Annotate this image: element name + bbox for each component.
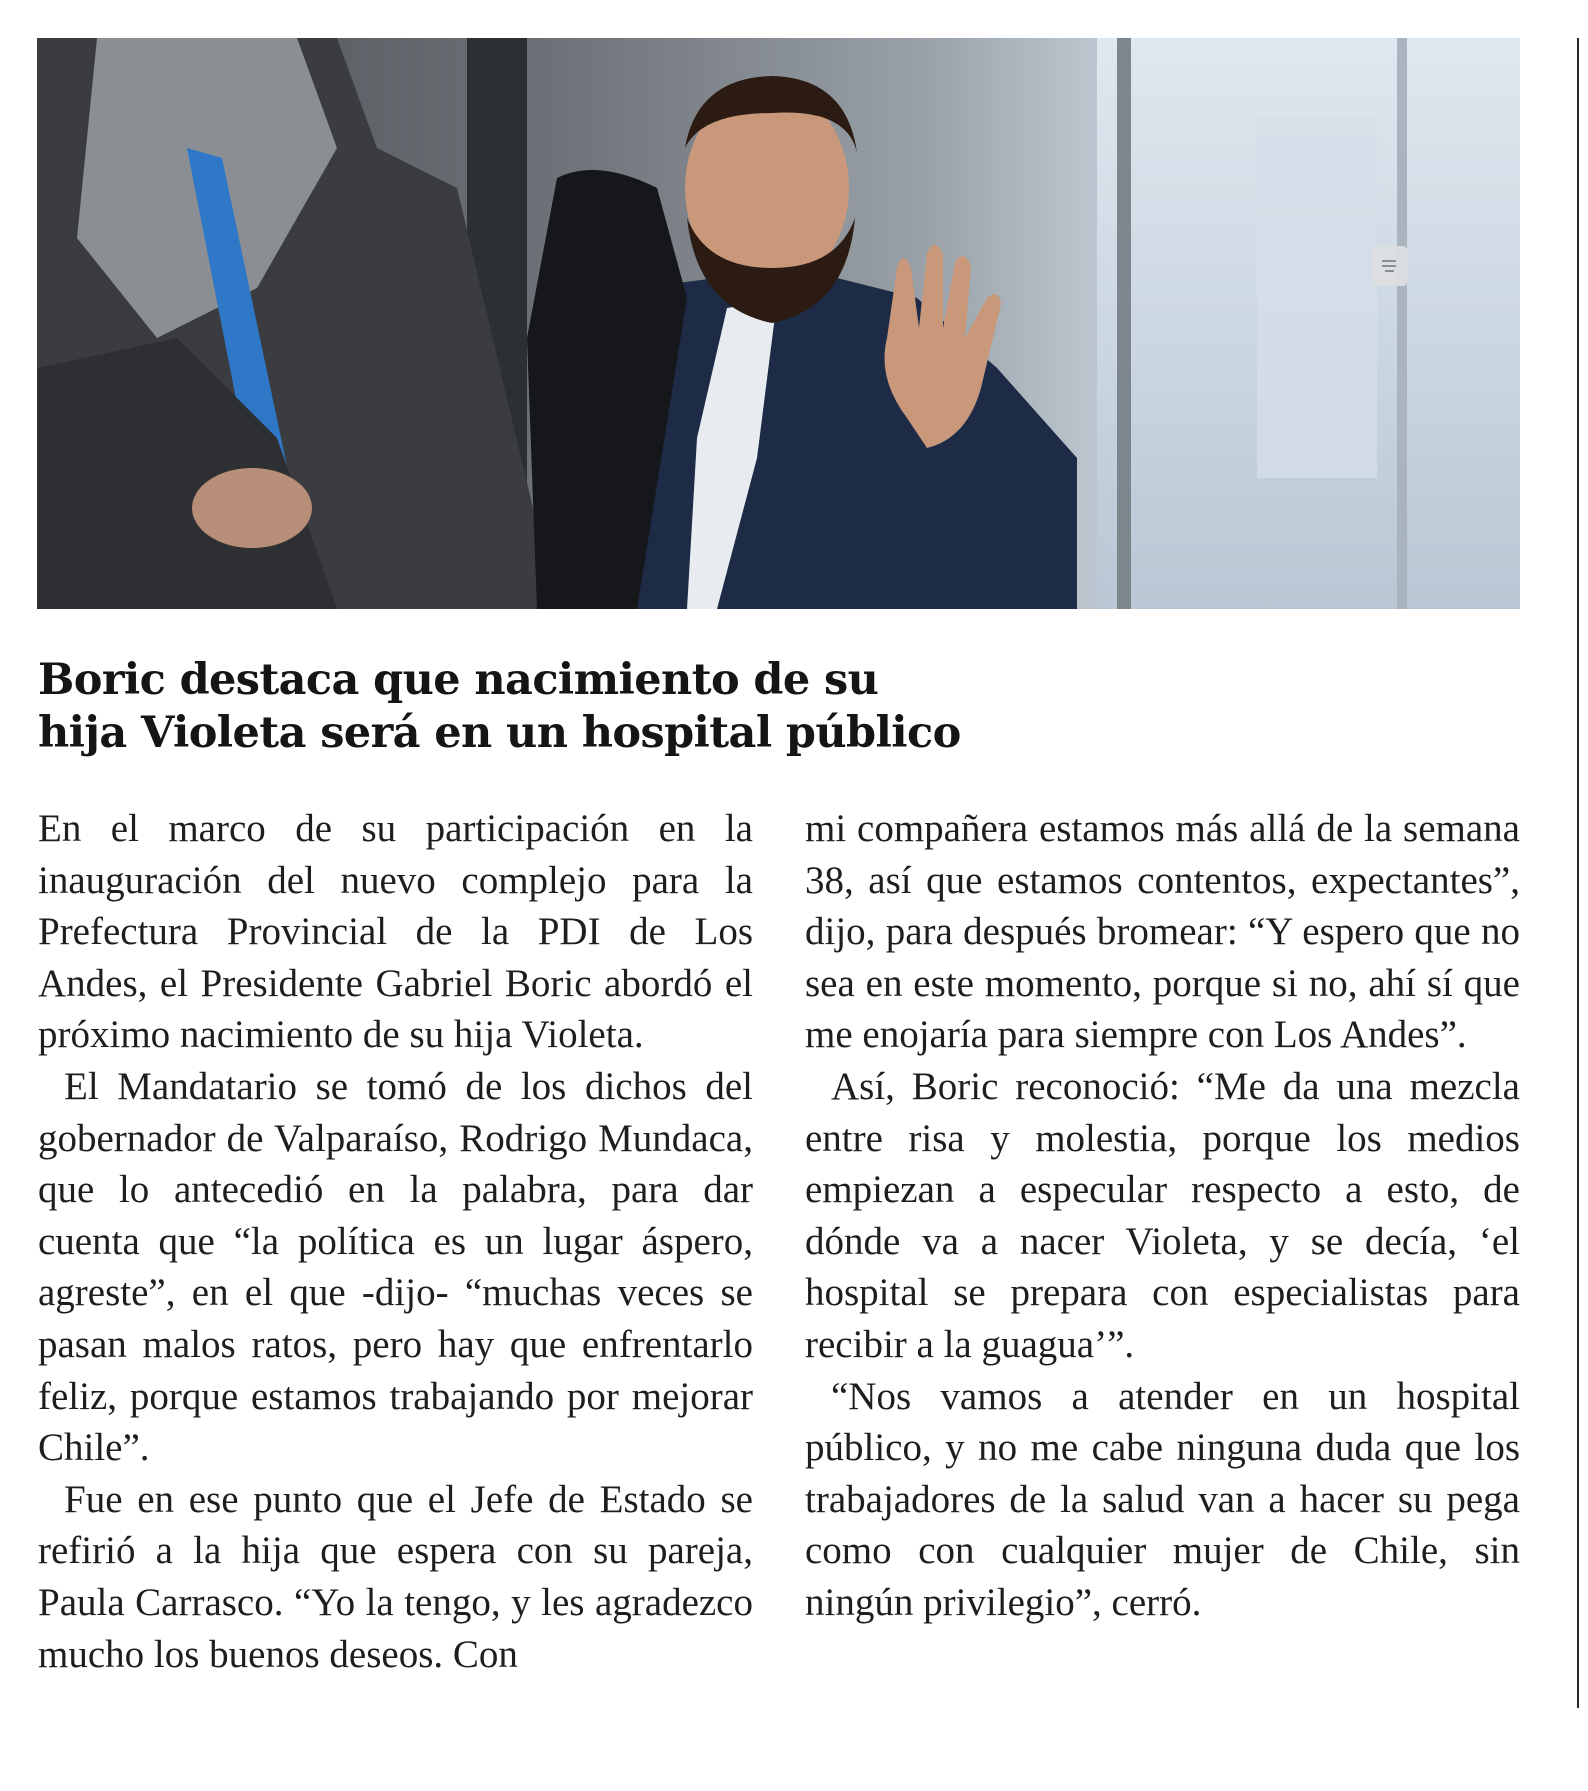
paragraph: Fue en ese punto que el Jefe de Estado se refirió a la hija que espera con su pareja, Paula Carrasco. “Yo la tengo, y les agradezco mucho los buenos deseos. Con bbox=[38, 1477, 753, 1676]
article-photo bbox=[37, 38, 1520, 609]
body-column-right bbox=[805, 803, 1520, 1629]
paragraph: En el marco de su participación en la inauguración del nuevo complejo para la Prefectura Provincial de la PDI de Los Andes, el Presidente Gabriel Boric abordó el próximo nacimiento de su hija Violeta. bbox=[38, 807, 753, 1057]
headline-line-2: hija Violeta será en un hospital público bbox=[38, 708, 961, 758]
paragraph: El Mandatario se tomó de los dichos del gobernador de Valparaíso, Rodrigo Mundaca, que lo antecedió en la palabra, para dar cuenta que “la política es un lugar áspero, agreste”, en el que -dijo- “muchas veces se pasan malos ratos, pero hay que enfrentarlo feliz, porque estamos trabajando por mejorar Chile”. bbox=[38, 1064, 753, 1470]
photo-illustration bbox=[37, 38, 1520, 609]
column-rule bbox=[1577, 38, 1579, 1708]
headline-line-1: Boric destaca que nacimiento de su bbox=[38, 655, 879, 705]
paragraph: “Nos vamos a atender en un hospital público, y no me cabe ninguna duda que los trabajadores de la salud van a hacer su pega como con cualquier mujer de Chile, sin ningún privilegio”, cerró. bbox=[805, 1374, 1520, 1624]
body-column-left bbox=[38, 803, 753, 1680]
note-icon[interactable] bbox=[1371, 246, 1407, 286]
paragraph: Así, Boric reconoció: “Me da una mezcla entre risa y molestia, porque los medios empiezan a especular respecto a esto, de dónde va a nacer Violeta, y se decía, ‘el hospital se prepara con especialistas para recibir a la guagua’”. bbox=[805, 1064, 1520, 1366]
paragraph: mi compañera estamos más allá de la semana 38, así que estamos contentos, expectantes”, dijo, para después bromear: “Y espero que no sea en este momento, porque si no, ahí sí que me enojaría para siempre con Los Andes”. bbox=[805, 807, 1520, 1057]
headline bbox=[38, 654, 1038, 760]
